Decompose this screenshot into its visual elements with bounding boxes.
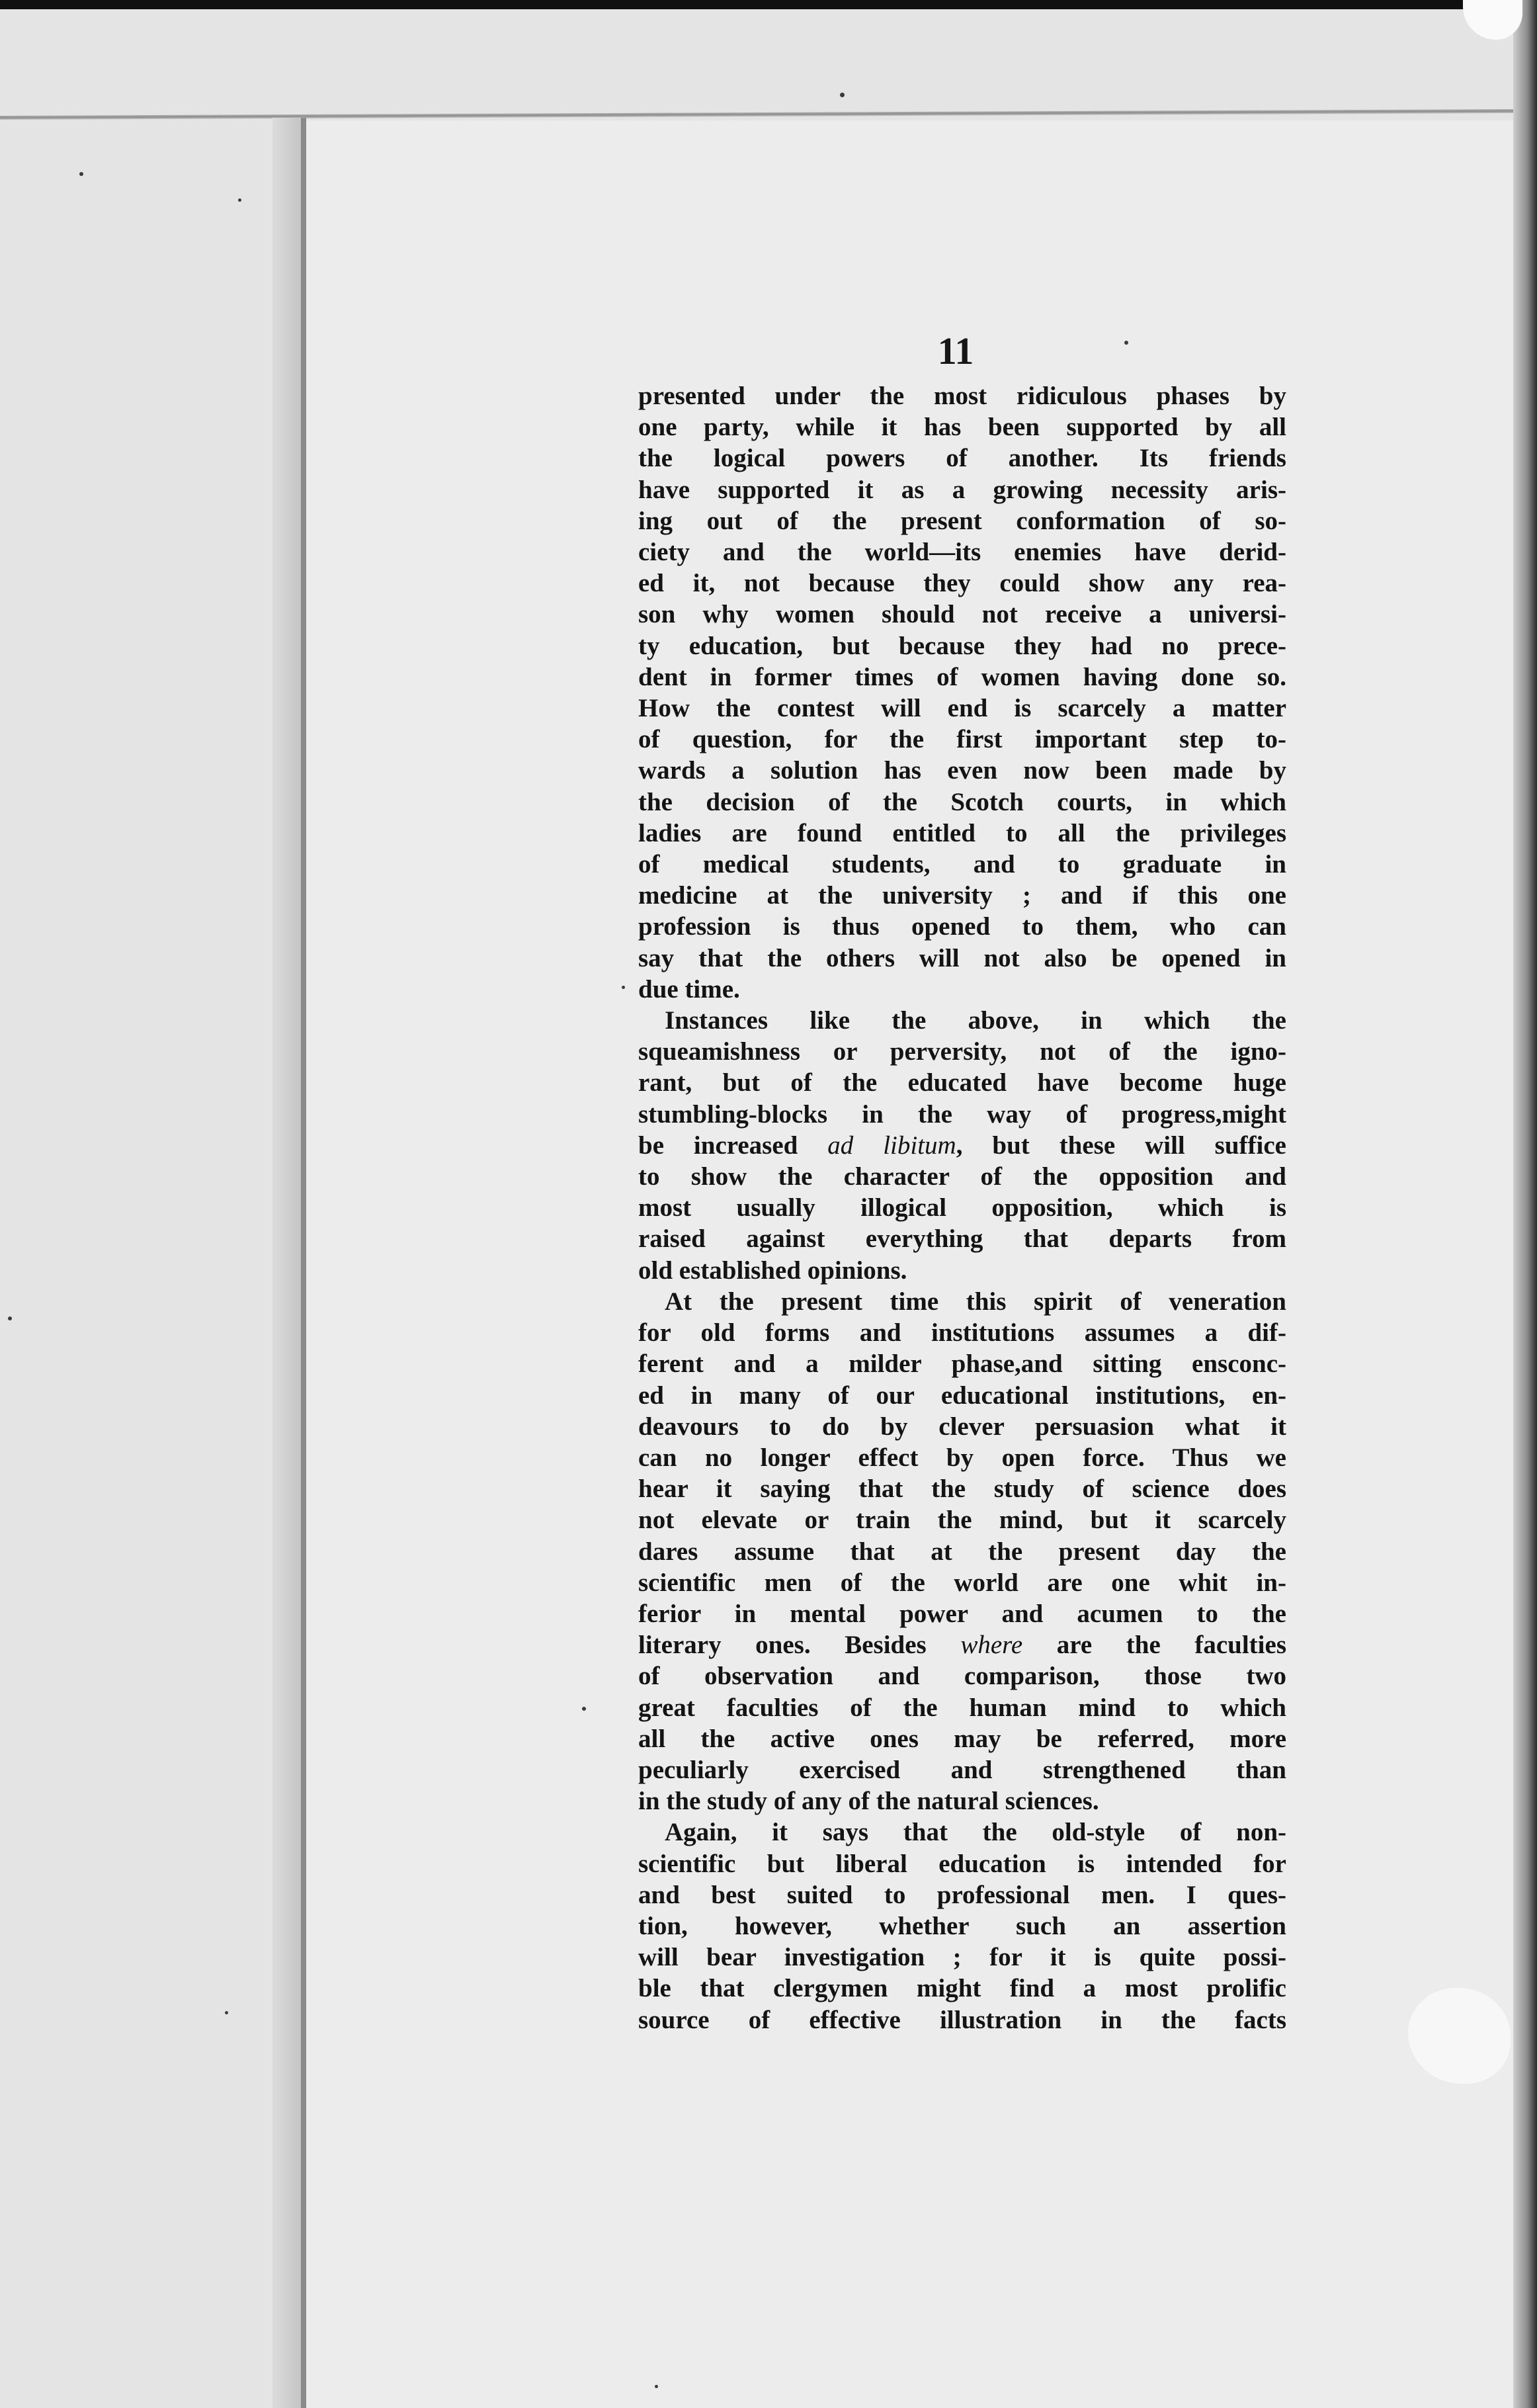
text-line: scientific but liberal education is intended for: [638, 1849, 1286, 1878]
paragraph: [638, 1005, 1286, 1286]
scan-speck: [582, 1707, 586, 1711]
text-line: source of effective illustration in the facts: [638, 2005, 1286, 2034]
paragraph: [638, 1817, 1286, 2035]
paragraph: [638, 380, 1286, 1005]
scan-speck: [8, 1316, 12, 1320]
body-text: [638, 380, 1286, 2036]
text-line: of observation and comparison, those two: [638, 1662, 1286, 1691]
text-line: At the present time this spirit of veneration: [665, 1287, 1286, 1316]
text-line: of medical students, and to graduate in: [638, 850, 1286, 879]
text-line: for old forms and institutions assumes a dif-: [638, 1318, 1286, 1348]
book-gutter-shadow: [272, 118, 302, 2408]
text-line: in the study of any of the natural sciences.: [638, 1787, 1099, 1816]
scan-speck: [840, 93, 845, 97]
text-line: literary ones. Besides where are the faculties: [638, 1631, 1286, 1660]
text-line: ferent and a milder phase,and sitting ensconc-: [638, 1350, 1286, 1379]
text-line: medicine at the university ; and if this one: [638, 881, 1286, 910]
scan-speck: [655, 2385, 658, 2388]
text-line: profession is thus opened to them, who can: [638, 912, 1286, 941]
text-line: the logical powers of another. Its friends: [638, 444, 1286, 473]
text-line: great faculties of the human mind to which: [638, 1693, 1286, 1722]
text-line: son why women should not receive a universi-: [638, 600, 1286, 629]
page-fold-line: [0, 109, 1521, 120]
scan-top-border: [0, 0, 1537, 9]
text-line: to show the character of the opposition and: [638, 1162, 1286, 1191]
text-line: peculiarly exercised and strengthened than: [638, 1755, 1286, 1784]
scan-speck: [79, 172, 83, 176]
text-line: ladies are found entitled to all the privileges: [638, 818, 1286, 847]
text-line: all the active ones may be referred, more: [638, 1724, 1286, 1753]
book-gutter-line: [301, 118, 306, 2408]
text-line: scientific men of the world are one whit in-: [638, 1568, 1286, 1597]
text-line: one party, while it has been supported by all: [638, 413, 1286, 442]
scan-speck: [225, 2011, 228, 2014]
text-line: the decision of the Scotch courts, in which: [638, 787, 1286, 816]
text-line: ciety and the world—its enemies have derid-: [638, 538, 1286, 567]
text-line: ing out of the present conformation of so-: [638, 506, 1286, 535]
text-line: will bear investigation ; for it is quite possi-: [638, 1943, 1286, 1972]
text-line: dent in former times of women having done so.: [638, 662, 1286, 691]
text-line: presented under the most ridiculous phases by: [638, 382, 1286, 410]
text-line: ed in many of our educational institutions, en-: [638, 1381, 1286, 1410]
paragraph: [638, 1286, 1286, 1817]
text-line: stumbling-blocks in the way of progress,might: [638, 1099, 1286, 1129]
text-line: wards a solution has even now been made by: [638, 756, 1286, 785]
text-line: most usually illogical opposition, which is: [638, 1193, 1286, 1223]
text-line: due time.: [638, 974, 740, 1004]
italic-phrase: ad libitum: [827, 1131, 956, 1160]
scan-speck: [622, 986, 625, 989]
text-line: and best suited to professional men. I ques-: [638, 1880, 1286, 1909]
text-line: can no longer effect by open force. Thus we: [638, 1443, 1286, 1472]
text-line: be increased ad libitum, but these will suffice: [638, 1131, 1286, 1160]
text-line: ty education, but because they had no prece-: [638, 631, 1286, 660]
page-number: 11: [937, 329, 974, 372]
text-line: dares assume that at the present day the: [638, 1537, 1286, 1566]
text-line: not elevate or train the mind, but it scarcely: [638, 1506, 1286, 1535]
text-line: of question, for the first important step to-: [638, 725, 1286, 754]
text-line: How the contest will end is scarcely a matter: [638, 694, 1286, 723]
italic-phrase: where: [960, 1631, 1023, 1660]
text-line: hear it saying that the study of science does: [638, 1475, 1286, 1504]
text-line: ed it, not because they could show any rea-: [638, 569, 1286, 598]
text-line: deavours to do by clever persuasion what it: [638, 1412, 1286, 1441]
text-line: ferior in mental power and acumen to the: [638, 1599, 1286, 1628]
text-line: ble that clergymen might find a most prolific: [638, 1974, 1286, 2003]
text-line: raised against everything that departs from: [638, 1225, 1286, 1254]
text-line: squeamishness or perversity, not of the igno-: [638, 1037, 1286, 1066]
text-line: old established opinions.: [638, 1256, 907, 1285]
scan-speck: [238, 198, 241, 202]
scan-speck: [1124, 341, 1128, 345]
text-line: Again, it says that the old-style of non-: [665, 1818, 1286, 1847]
text-line: Instances like the above, in which the: [665, 1006, 1286, 1035]
text-line: tion, however, whether such an assertion: [638, 1911, 1286, 1940]
text-line: say that the others will not also be opened in: [638, 943, 1286, 972]
text-line: have supported it as a growing necessity aris-: [638, 475, 1286, 504]
text-line: rant, but of the educated have become huge: [638, 1068, 1286, 1097]
scan-right-border: [1513, 0, 1537, 2408]
